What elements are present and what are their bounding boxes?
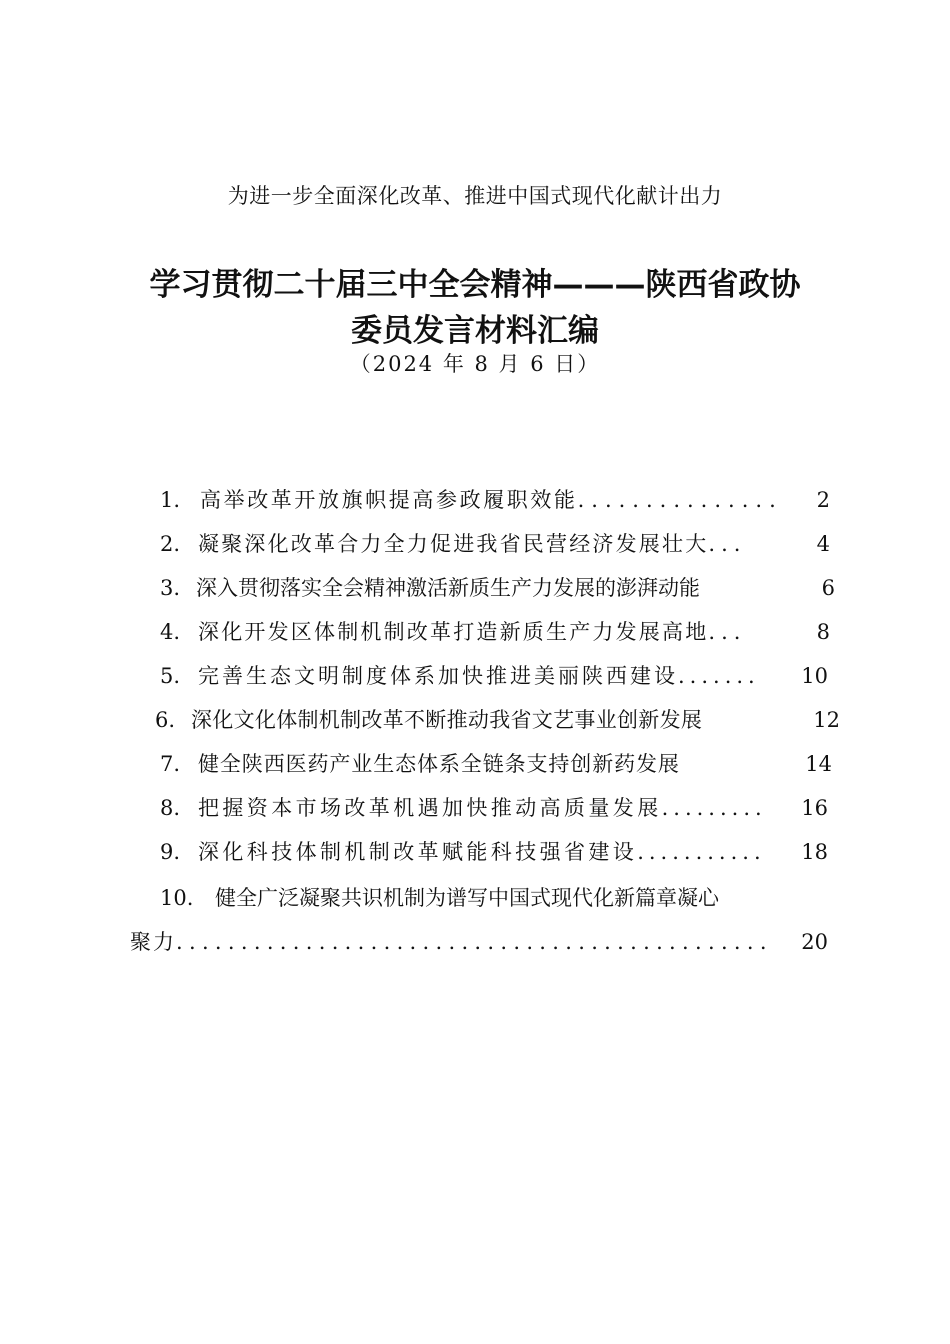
toc-title: 深化文化体制机制改革不断推动我省文艺事业创新发展 [191, 708, 703, 732]
toc-number: 6. [155, 708, 176, 732]
toc-dots: .............................................. [176, 930, 773, 954]
toc-item-4[interactable] [160, 616, 830, 646]
toc-number: 5. [160, 664, 181, 688]
toc-number: 7. [160, 752, 181, 776]
toc-page: 14 [805, 752, 832, 776]
toc-item-7[interactable] [160, 748, 832, 778]
toc-title: 深入贯彻落实全会精神激活新质生产力发展的澎湃动能 [196, 576, 700, 600]
toc-number: 8. [160, 796, 181, 820]
toc-title: 深化开发区体制机制改革打造新质生产力发展高地 [198, 620, 709, 644]
toc-dots: ... [708, 532, 747, 556]
toc-dots: ....... [678, 664, 760, 688]
toc-item-9[interactable] [160, 836, 828, 866]
toc-page: 4 [816, 532, 830, 556]
toc-dots: ............... [577, 488, 783, 512]
document-date: （2024 年 8 月 6 日） [349, 352, 601, 376]
document-title [100, 262, 850, 354]
toc-title-continued: 聚力 [130, 930, 176, 954]
title-line-2: 委员发言材料汇编 [351, 313, 599, 349]
toc-title: 深化科技体制机制改革赋能科技强省建设 [198, 840, 638, 864]
toc-page: 10 [801, 664, 828, 688]
toc-item-10-continued[interactable] [130, 926, 828, 956]
toc-page: 18 [801, 840, 828, 864]
toc-item-2[interactable] [160, 528, 830, 558]
toc-page: 16 [801, 796, 828, 820]
toc-number: 2. [160, 532, 181, 556]
toc-item-6[interactable] [155, 704, 840, 734]
document-subtitle: 为进一步全面深化改革、推进中国式现代化献计出力 [227, 184, 723, 208]
toc-dots: ........... [637, 840, 766, 864]
toc-page: 8 [816, 620, 830, 644]
toc-item-10[interactable] [160, 882, 830, 912]
toc-number: 3. [160, 576, 181, 600]
toc-title: 健全广泛凝聚共识机制为谱写中国式现代化新篇章凝心 [215, 886, 719, 910]
toc-dots: ......... [661, 796, 767, 820]
toc-item-1[interactable] [160, 484, 830, 514]
toc-number: 9. [160, 840, 181, 864]
toc-title: 完善生态文明制度体系加快推进美丽陕西建设 [198, 664, 678, 688]
toc-item-5[interactable] [160, 660, 828, 690]
toc-item-8[interactable] [160, 792, 828, 822]
toc-title: 凝聚深化改革合力全力促进我省民营经济发展壮大 [198, 532, 709, 556]
toc-title: 健全陕西医药产业生态体系全链条支持创新药发展 [198, 752, 680, 776]
toc-item-3[interactable] [160, 572, 835, 602]
toc-page: 2 [816, 488, 830, 512]
toc-title: 把握资本市场改革机遇加快推动高质量发展 [198, 796, 662, 820]
toc-page: 6 [821, 576, 835, 600]
toc-dots: ... [708, 620, 747, 644]
toc-page: 20 [801, 930, 828, 954]
toc-number: 4. [160, 620, 181, 644]
toc-number: 1. [160, 488, 181, 512]
toc-page: 12 [813, 708, 840, 732]
toc-title: 高举改革开放旗帜提高参政履职效能 [200, 488, 578, 512]
title-line-1: 学习贯彻二十届三中全会精神———陕西省政协 [149, 267, 801, 303]
toc-number: 10. [160, 886, 194, 910]
